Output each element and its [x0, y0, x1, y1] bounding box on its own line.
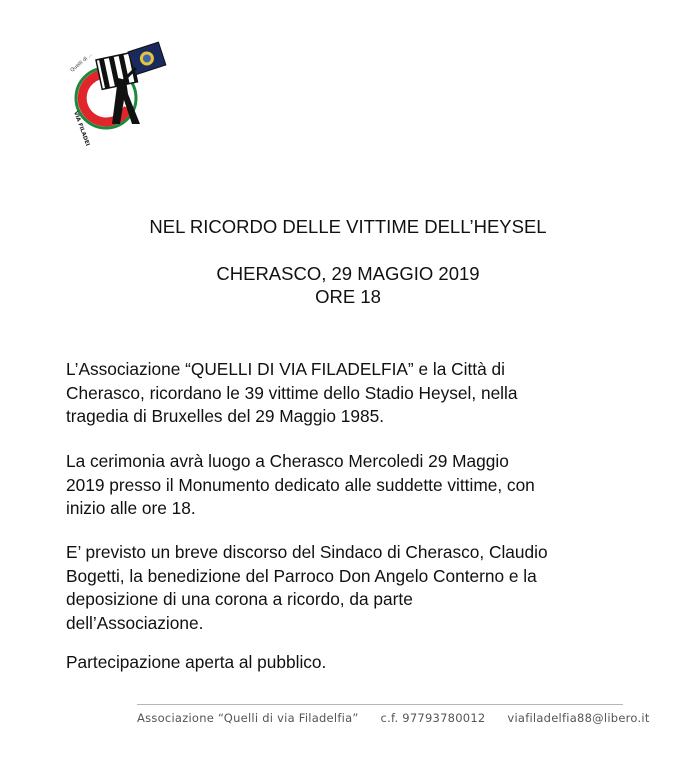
paragraph-program: [66, 541, 646, 635]
footer-divider: [137, 704, 623, 705]
footer: [137, 711, 650, 725]
association-logo: [66, 38, 180, 146]
paragraph-public: [66, 651, 646, 675]
paragraph-line: tragedia di Bruxelles del 29 Maggio 1985.: [66, 406, 384, 426]
svg-text:VIA FILADELFIA: VIA FILADELFIA: [72, 110, 95, 146]
paragraph-line: Bogetti, la benedizione del Parroco Don Angelo Conterno e la: [66, 565, 537, 586]
paragraph-line: Partecipazione aperta al pubblico.: [66, 652, 327, 672]
paragraph-line: dell’Associazione.: [66, 612, 204, 633]
event-time: ORE 18: [315, 286, 381, 307]
paragraph-line: 2019 presso il Monumento dedicato alle suddette vittime, con: [66, 474, 535, 495]
paragraph-line: L’Associazione “QUELLI DI VIA FILADELFIA” e la Città di: [66, 359, 505, 379]
paragraph-line: La cerimonia avrà luogo a Cherasco Mercoledi 29 Maggio: [66, 451, 509, 471]
paragraph-line: Cherasco, ricordano le 39 vittime dello Stadio Heysel, nella: [66, 382, 518, 403]
svg-text:Quelli di ...: Quelli di ...: [69, 51, 94, 74]
paragraph-line: inizio alle ore 18.: [66, 498, 196, 518]
paragraph-line: deposizione di una corona a ricordo, da parte: [66, 589, 413, 609]
footer-association: Associazione “Quelli di via Filadelfia”: [137, 711, 359, 725]
paragraph-line: E’ previsto un breve discorso del Sindaco di Cherasco, Claudio: [66, 542, 548, 562]
event-date: CHERASCO, 29 MAGGIO 2019: [216, 263, 480, 284]
paragraph-ceremony: [66, 450, 646, 521]
footer-fiscal-code: c.f. 97793780012: [380, 711, 486, 725]
paragraph-intro: [66, 358, 646, 429]
footer-email: viafiladelfia88@libero.it: [507, 711, 650, 725]
document-title: NEL RICORDO DELLE VITTIME DELL’HEYSEL: [149, 216, 547, 237]
